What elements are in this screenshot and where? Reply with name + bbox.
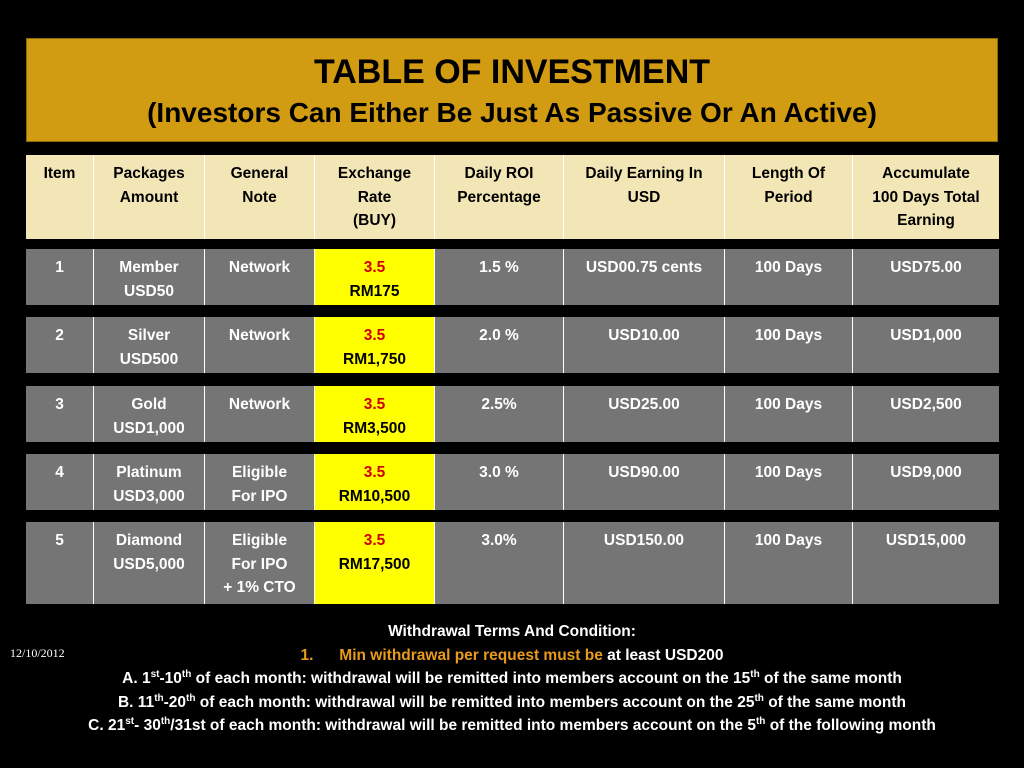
- cell-daily-earning-line: USD25.00: [608, 396, 680, 413]
- header-exchange-rate-line: (BUY): [352, 212, 397, 229]
- cell-package: [94, 454, 205, 510]
- cell-total-line: USD2,500: [890, 396, 962, 413]
- terms-b: B. 11th-20th of each month: withdrawal will be remitted into members account on the 25th of the same month: [117, 692, 907, 711]
- cell-total: [853, 317, 999, 373]
- cell-total: [853, 386, 999, 442]
- rate-rm-value: RM1,750: [343, 350, 406, 368]
- cell-package-line: USD500: [119, 350, 179, 368]
- terms-item-1: [0, 644, 1024, 668]
- cell-exchange-rate: [315, 249, 435, 305]
- header-item-line: Item: [43, 165, 76, 182]
- header-exchange-rate-line: Exchange: [337, 165, 412, 182]
- cell-package-line: USD1,000: [113, 419, 185, 437]
- header-accumulate: [853, 155, 999, 239]
- cell-note-line: For IPO: [231, 555, 288, 573]
- cell-item-line: 1: [55, 259, 64, 276]
- terms-item-1-rest: at least USD200: [607, 646, 724, 664]
- cell-total-line: USD75.00: [890, 259, 962, 276]
- cell-period: [725, 454, 853, 510]
- cell-period-line: 100 Days: [754, 464, 823, 481]
- cell-daily-earning: [564, 249, 725, 305]
- header-exchange-rate: [315, 155, 435, 239]
- withdrawal-terms: [0, 620, 1024, 738]
- cell-note: [205, 386, 315, 442]
- cell-total-line: USD15,000: [885, 532, 967, 549]
- header-item: [26, 155, 94, 239]
- cell-package: [94, 522, 205, 604]
- terms-a: A. 1st-10th of each month: withdrawal will be remitted into members account on the 15th of the same month: [122, 668, 902, 687]
- terms-item-1-number: 1.: [300, 646, 314, 664]
- terms-item-1-highlight: Min withdrawal per request must be: [339, 646, 603, 664]
- cell-roi: [435, 522, 564, 604]
- cell-period-line: 100 Days: [754, 396, 823, 413]
- cell-note-line: Eligible: [231, 464, 288, 481]
- cell-daily-earning: [564, 454, 725, 510]
- cell-note: [205, 454, 315, 510]
- header-package-line: Packages: [113, 165, 185, 182]
- cell-note: [205, 522, 315, 604]
- cell-total-line: USD1,000: [890, 327, 962, 344]
- rate-value: 3.5: [363, 464, 386, 481]
- cell-period-line: 100 Days: [754, 259, 823, 276]
- header-length-line: Period: [764, 188, 813, 206]
- cell-package-line: Member: [119, 259, 179, 276]
- cell-daily-earning: [564, 522, 725, 604]
- cell-item-line: 3: [55, 396, 64, 413]
- cell-exchange-rate: [315, 386, 435, 442]
- header-package: [94, 155, 205, 239]
- title-banner: [26, 38, 998, 142]
- header-exchange-rate-line: Rate: [357, 188, 392, 206]
- cell-period-line: 100 Days: [754, 532, 823, 549]
- cell-period: [725, 386, 853, 442]
- cell-package-line: USD3,000: [113, 487, 185, 505]
- cell-roi-line: 3.0 %: [479, 464, 519, 481]
- cell-period-line: 100 Days: [754, 327, 823, 344]
- cell-note: [205, 249, 315, 305]
- cell-roi: [435, 317, 564, 373]
- cell-total: [853, 522, 999, 604]
- cell-total: [853, 454, 999, 510]
- cell-exchange-rate: [315, 522, 435, 604]
- header-accumulate-line: Earning: [897, 212, 955, 229]
- cell-item-line: 5: [55, 532, 64, 549]
- cell-daily-earning-line: USD150.00: [603, 532, 685, 549]
- rate-rm-value: RM17,500: [338, 555, 411, 573]
- page-title: TABLE OF INVESTMENT: [313, 53, 711, 91]
- rate-value: 3.5: [363, 259, 386, 276]
- cell-item-line: 2: [55, 327, 64, 344]
- cell-total-line: USD9,000: [890, 464, 962, 481]
- cell-package-line: Diamond: [115, 532, 183, 549]
- rate-rm-value: RM3,500: [343, 419, 406, 437]
- cell-period: [725, 249, 853, 305]
- cell-daily-earning-line: USD90.00: [608, 464, 680, 481]
- cell-total: [853, 249, 999, 305]
- cell-note-line: Eligible: [231, 532, 288, 549]
- cell-item: [26, 386, 94, 442]
- header-accumulate-line: 100 Days Total: [872, 188, 980, 206]
- header-accumulate-line: Accumulate: [882, 165, 970, 182]
- cell-roi-line: 1.5 %: [479, 259, 519, 276]
- cell-exchange-rate: [315, 454, 435, 510]
- cell-roi-line: 2.0 %: [479, 327, 519, 344]
- table-row: [26, 386, 999, 442]
- cell-package: [94, 317, 205, 373]
- cell-daily-earning-line: USD00.75 cents: [585, 259, 703, 276]
- header-daily-earning-line: USD: [627, 188, 661, 206]
- cell-item-line: 4: [55, 464, 64, 481]
- slide-date: 12/10/2012: [10, 646, 65, 660]
- cell-package-line: USD5,000: [113, 555, 185, 573]
- cell-roi: [435, 454, 564, 510]
- header-daily-roi-line: Daily ROI: [464, 165, 534, 182]
- cell-note-line: For IPO: [231, 487, 288, 505]
- cell-package: [94, 249, 205, 305]
- rate-rm-value: RM175: [349, 282, 400, 300]
- cell-package-line: Platinum: [116, 464, 182, 481]
- header-length-line: Length Of: [751, 165, 826, 182]
- cell-note-line: + 1% CTO: [223, 579, 296, 596]
- cell-item: [26, 522, 94, 604]
- cell-package: [94, 386, 205, 442]
- header-package-line: Amount: [119, 188, 179, 206]
- header-note-line: General: [230, 165, 289, 182]
- cell-note: [205, 317, 315, 373]
- cell-item: [26, 249, 94, 305]
- header-note-line: Note: [242, 188, 277, 206]
- table-header-row: [26, 155, 999, 239]
- cell-item: [26, 317, 94, 373]
- header-daily-roi-line: Percentage: [457, 188, 541, 206]
- cell-daily-earning: [564, 317, 725, 373]
- cell-note-line: Network: [228, 259, 291, 276]
- cell-package-line: USD50: [124, 282, 174, 300]
- cell-period: [725, 522, 853, 604]
- table-row: [26, 317, 999, 373]
- terms-heading: Withdrawal Terms And Condition:: [388, 623, 636, 640]
- rate-value: 3.5: [363, 532, 386, 549]
- cell-roi-line: 3.0%: [481, 532, 517, 549]
- cell-roi: [435, 249, 564, 305]
- cell-daily-earning: [564, 386, 725, 442]
- header-daily-roi: [435, 155, 564, 239]
- cell-roi-line: 2.5%: [481, 396, 517, 413]
- cell-daily-earning-line: USD10.00: [608, 327, 680, 344]
- rate-value: 3.5: [363, 396, 386, 413]
- cell-package-line: Gold: [131, 396, 167, 413]
- table-row: [26, 249, 999, 305]
- header-daily-earning: [564, 155, 725, 239]
- header-note: [205, 155, 315, 239]
- table-row: [26, 454, 999, 510]
- header-length: [725, 155, 853, 239]
- cell-exchange-rate: [315, 317, 435, 373]
- cell-note-line: Network: [228, 396, 291, 413]
- terms-c: C. 21st- 30th/31st of each month: withdrawal will be remitted into members account on the 5th of the following month: [88, 715, 936, 734]
- header-daily-earning-line: Daily Earning In: [585, 165, 703, 182]
- cell-roi: [435, 386, 564, 442]
- table-row: [26, 522, 999, 604]
- page-subtitle: (Investors Can Either Be Just As Passive Or An Active): [147, 97, 877, 128]
- rate-value: 3.5: [363, 327, 386, 344]
- cell-package-line: Silver: [127, 327, 171, 344]
- cell-period: [725, 317, 853, 373]
- cell-note-line: Network: [228, 327, 291, 344]
- cell-item: [26, 454, 94, 510]
- rate-rm-value: RM10,500: [338, 487, 411, 505]
